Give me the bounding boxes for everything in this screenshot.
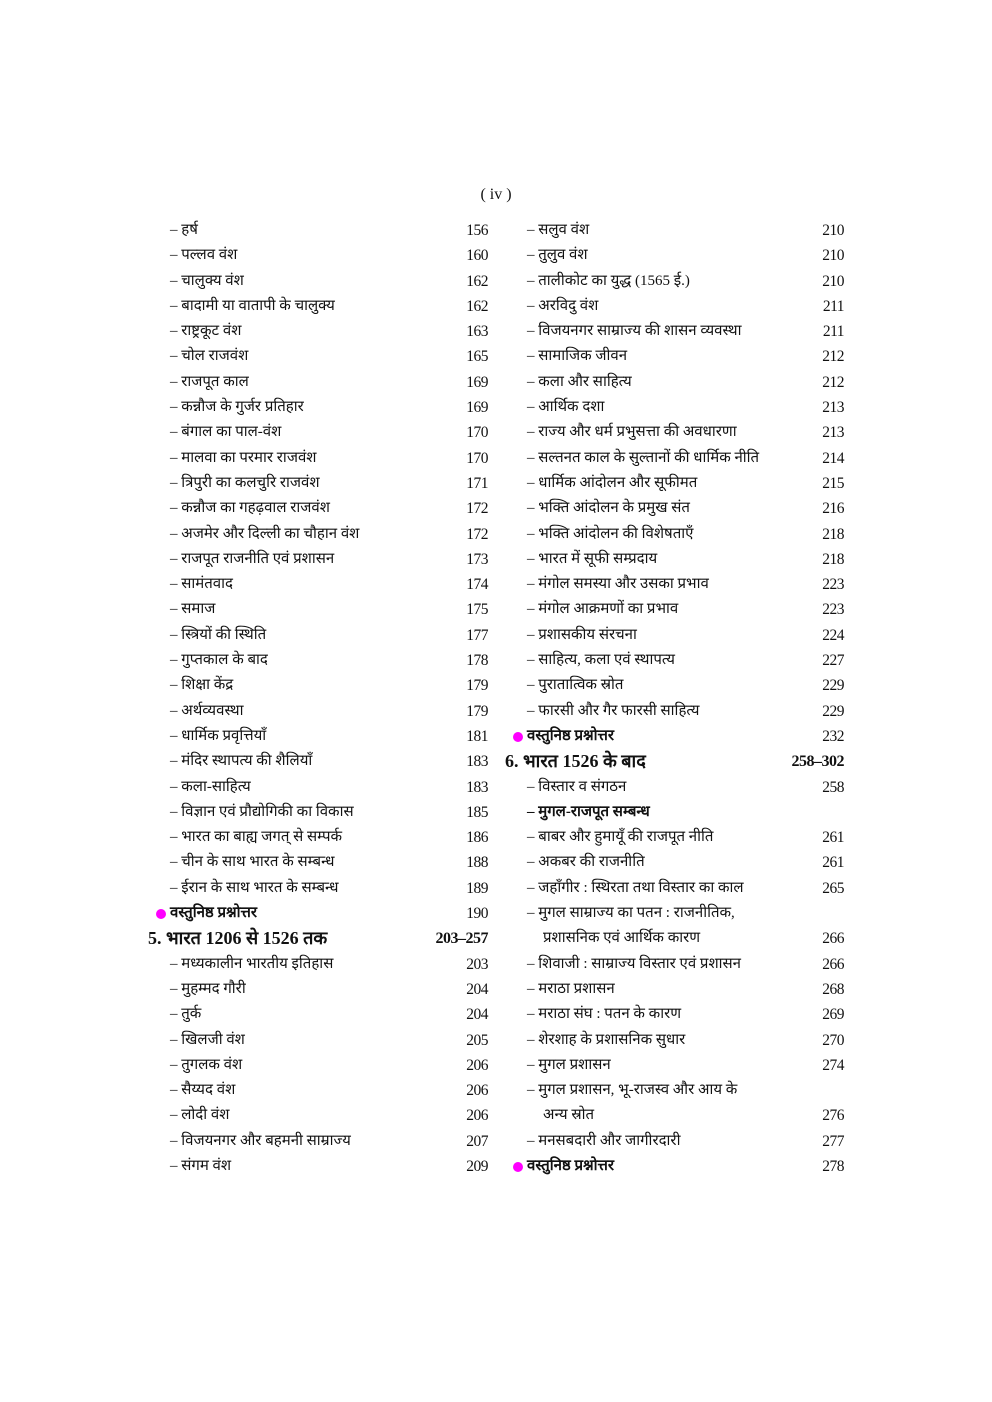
entry-page: 211: [822, 323, 844, 341]
entry-title: – मध्यकालीन भारतीय इतिहास: [170, 955, 334, 972]
toc-entry: [148, 901, 488, 926]
toc-entry: [148, 471, 488, 496]
entry-page: 189: [466, 879, 488, 897]
entry-page: 229: [822, 702, 844, 720]
entry-page: 209: [466, 1157, 488, 1175]
entry-title: – सल्तनत काल के सुल्तानों की धार्मिक नीति: [527, 449, 760, 466]
toc-left-column: [148, 218, 488, 1179]
entry-page: 207: [466, 1132, 488, 1150]
entry-title: – साहित्य, कला एवं स्थापत्य: [527, 652, 675, 669]
entry-page: 210: [822, 222, 844, 239]
entry-page: 165: [466, 348, 488, 366]
entry-page: 179: [466, 677, 488, 695]
entry-title: – अजमेर और दिल्ली का चौहान वंश: [170, 525, 360, 542]
entry-page: 215: [822, 474, 844, 492]
entry-title-text: वस्तुनिष्ठ प्रश्नोत्तर: [527, 1157, 615, 1174]
toc-entry: [505, 1053, 844, 1078]
bullet-icon: [513, 1162, 523, 1172]
toc-entry: [148, 800, 488, 825]
entry-title: – राजपूत काल: [170, 373, 249, 390]
toc-entry: [505, 901, 844, 926]
entry-title: – बादामी या वातापी के चालुक्य: [170, 297, 335, 314]
toc-entry: [505, 344, 844, 369]
entry-title: – मुगल साम्राज्य का पतन : राजनीतिक,: [527, 905, 735, 922]
entry-title-text: वस्तुनिष्ठ प्रश्नोत्तर: [170, 905, 258, 922]
entry-page: 183: [466, 753, 488, 771]
entry-title: – विजयनगर साम्राज्य की शासन व्यवस्था: [527, 323, 742, 340]
entry-title: – प्रशासकीय संरचना: [527, 626, 637, 643]
toc-entry: [505, 420, 844, 445]
entry-title: – भारत में सूफी सम्प्रदाय: [527, 550, 658, 567]
entry-page: 171: [466, 474, 488, 492]
toc-entry: [505, 1078, 844, 1103]
entry-title: – फारसी और गैर फारसी साहित्य: [527, 702, 700, 719]
entry-title: – शेरशाह के प्रशासनिक सुधार: [527, 1031, 686, 1048]
entry-page: 212: [822, 373, 844, 391]
entry-title: – बाबर और हुमायूँ की राजपूत नीति: [527, 829, 714, 846]
entry-title: – लोदी वंश: [170, 1107, 230, 1124]
entry-title: – मनसबदारी और जागीरदारी: [527, 1132, 681, 1149]
toc-entry: [148, 446, 488, 471]
toc-entry: [505, 926, 844, 951]
toc-entry: [505, 623, 844, 648]
entry-page: 212: [822, 348, 844, 366]
entry-title: – तालीकोट का युद्ध (1565 ई.): [527, 272, 690, 289]
entry-page: 224: [822, 626, 844, 644]
toc-entry: [148, 572, 488, 597]
toc-entry: [148, 1002, 488, 1027]
chapter-heading: [148, 926, 488, 951]
toc-entry: [148, 673, 488, 698]
toc-entry: [148, 952, 488, 977]
entry-title: – कला और साहित्य: [527, 373, 632, 390]
entry-page: 172: [466, 500, 488, 518]
toc-entry: [148, 370, 488, 395]
entry-page: 204: [466, 1006, 488, 1024]
toc-entry: [505, 471, 844, 496]
entry-page: 183: [466, 778, 488, 796]
entry-page: 169: [466, 373, 488, 391]
toc-entry: [505, 446, 844, 471]
entry-title: – स्त्रियों की स्थिति: [170, 626, 267, 643]
toc-right-column: [505, 218, 844, 1179]
entry-page: 160: [466, 247, 488, 265]
entry-page: 162: [466, 272, 488, 290]
entry-title: – भारत का बाह्य जगत् से सम्पर्क: [170, 829, 343, 846]
entry-page: 172: [466, 525, 488, 543]
entry-title: – कन्नौज के गुर्जर प्रतिहार: [170, 399, 304, 416]
entry-page: 163: [466, 323, 488, 341]
entry-title: प्रशासनिक एवं आर्थिक कारण: [543, 930, 701, 947]
entry-title: 5. भारत 1206 से 1526 तक: [148, 928, 328, 949]
entry-page: 170: [466, 424, 488, 442]
toc-entry: [148, 1154, 488, 1179]
entry-title: – मंदिर स्थापत्य की शैलियाँ: [170, 753, 313, 770]
toc-entry: [148, 1053, 488, 1078]
entry-page: 185: [466, 803, 488, 821]
toc-entry: [505, 218, 844, 243]
entry-title: – मराठा संघ : पतन के कारण: [527, 1006, 682, 1023]
entry-page: 223: [822, 576, 844, 594]
toc-entry: [148, 243, 488, 268]
entry-title: – पुरातात्विक स्रोत: [527, 677, 624, 694]
toc-entry: [148, 1129, 488, 1154]
entry-title: – सामाजिक जीवन: [527, 348, 628, 365]
entry-title: – भक्ति आंदोलन की विशेषताएँ: [527, 525, 694, 542]
entry-title: – समाज: [170, 601, 216, 618]
toc-entry: [148, 395, 488, 420]
entry-page: 211: [822, 297, 844, 315]
entry-page: 268: [822, 980, 844, 998]
toc-entry: [148, 699, 488, 724]
toc-entry: [505, 243, 844, 268]
entry-page: 213: [822, 424, 844, 442]
toc-entry: [505, 876, 844, 901]
entry-title: [148, 901, 257, 926]
entry-title: – कन्नौज का गहढ़वाल राजवंश: [170, 500, 330, 517]
entry-page: 227: [822, 652, 844, 670]
entry-title: – राष्ट्रकूट वंश: [170, 323, 242, 340]
entry-title: – राजपूत राजनीति एवं प्रशासन: [170, 550, 335, 567]
entry-page: 170: [466, 449, 488, 467]
toc-entry: [505, 597, 844, 622]
toc-entry: [148, 850, 488, 875]
entry-page: 216: [822, 500, 844, 518]
entry-title: – मुहम्मद गौरी: [170, 980, 246, 997]
entry-page: 269: [822, 1006, 844, 1024]
entry-page: 266: [822, 930, 844, 948]
toc-entry: [148, 420, 488, 445]
entry-title: – हर्ष: [170, 222, 198, 238]
entry-title: – तुलुव वंश: [527, 247, 588, 264]
entry-page: 213: [822, 399, 844, 417]
toc-entry: [505, 319, 844, 344]
toc-entry: [148, 876, 488, 901]
entry-title: – शिक्षा केंद्र: [170, 677, 234, 694]
entry-title: – मंगोल समस्या और उसका प्रभाव: [527, 576, 709, 593]
entry-page: 218: [822, 525, 844, 543]
entry-page: 210: [822, 272, 844, 290]
entry-title: – आर्थिक दशा: [527, 399, 605, 416]
toc-entry: [505, 825, 844, 850]
toc-entry: [505, 370, 844, 395]
entry-title: – गुप्तकाल के बाद: [170, 652, 268, 669]
toc-entry: [505, 724, 844, 749]
entry-page: 278: [822, 1157, 844, 1175]
toc-entry: [505, 775, 844, 800]
entry-title: – खिलजी वंश: [170, 1031, 245, 1048]
entry-title: – शिवाजी : साम्राज्य विस्तार एवं प्रशासन: [527, 955, 742, 972]
toc-entry: [505, 1028, 844, 1053]
entry-title: – सैय्यद वंश: [170, 1082, 236, 1099]
entry-page: 181: [466, 727, 488, 745]
entry-title: – सलुव वंश: [527, 222, 590, 238]
toc-entry: [148, 724, 488, 749]
entry-page: 276: [822, 1107, 844, 1125]
toc-entry: [148, 547, 488, 572]
toc-entry: [505, 395, 844, 420]
entry-page: 186: [466, 829, 488, 847]
entry-page: 190: [466, 905, 488, 923]
entry-page: 203: [466, 955, 488, 973]
entry-page: 270: [822, 1031, 844, 1049]
toc-entry: [505, 1002, 844, 1027]
entry-page: 203–257: [435, 930, 488, 948]
entry-title: [505, 724, 614, 749]
toc-entry: [148, 522, 488, 547]
entry-title: – चीन के साथ भारत के सम्बन्ध: [170, 854, 335, 871]
toc-entry: [148, 775, 488, 800]
toc-entry: [505, 1154, 844, 1179]
toc-entry: [505, 800, 844, 825]
toc-entry: [505, 673, 844, 698]
entry-page: 177: [466, 626, 488, 644]
entry-title: – मालवा का परमार राजवंश: [170, 449, 317, 466]
toc-entry: [505, 496, 844, 521]
toc-entry: [148, 319, 488, 344]
entry-title-text: वस्तुनिष्ठ प्रश्नोत्तर: [527, 727, 615, 744]
entry-title: 6. भारत 1526 के बाद: [505, 751, 646, 772]
entry-title: – मुगल-राजपूत सम्बन्ध: [527, 803, 650, 820]
entry-title: – कला-साहित्य: [170, 778, 251, 795]
toc-entry: [148, 496, 488, 521]
entry-title: – मुगल प्रशासन, भू-राजस्व और आय के: [527, 1082, 738, 1099]
entry-page: 175: [466, 601, 488, 619]
entry-page: 265: [822, 879, 844, 897]
toc-entry: [148, 977, 488, 1002]
entry-page: 223: [822, 601, 844, 619]
entry-page: 206: [466, 1082, 488, 1100]
entry-title: – चालुक्य वंश: [170, 272, 244, 289]
entry-page: 229: [822, 677, 844, 695]
entry-page: 173: [466, 550, 488, 568]
bullet-icon: [513, 732, 523, 742]
entry-page: 277: [822, 1132, 844, 1150]
entry-title: – मंगोल आक्रमणों का प्रभाव: [527, 601, 679, 618]
toc-entry: [505, 952, 844, 977]
toc-entry: [505, 547, 844, 572]
toc-entry: [148, 623, 488, 648]
entry-title: – राज्य और धर्म प्रभुसत्ता की अवधारणा: [527, 424, 737, 441]
toc-entry: [505, 699, 844, 724]
entry-page: 210: [822, 247, 844, 265]
entry-title: – अर्थव्यवस्था: [170, 702, 244, 719]
entry-title: – धार्मिक आंदोलन और सूफीमत: [527, 474, 698, 491]
entry-title: – विजयनगर और बहमनी साम्राज्य: [170, 1132, 351, 1149]
page-number: ( iv ): [480, 186, 512, 203]
entry-title: – संगम वंश: [170, 1157, 232, 1174]
entry-page: 258–302: [791, 753, 844, 771]
entry-title: – धार्मिक प्रवृत्तियाँ: [170, 727, 267, 744]
entry-title: अन्य स्रोत: [543, 1107, 595, 1124]
chapter-heading: [505, 749, 844, 774]
entry-page: 156: [466, 222, 488, 239]
toc-entry: [505, 269, 844, 294]
entry-page: 258: [822, 778, 844, 796]
entry-page: 205: [466, 1031, 488, 1049]
entry-title: – तुर्क: [170, 1006, 202, 1023]
entry-page: 204: [466, 980, 488, 998]
entry-title: – अकबर की राजनीति: [527, 854, 645, 871]
entry-title: – मुगल प्रशासन: [527, 1056, 611, 1073]
toc-entry: [148, 1103, 488, 1128]
entry-page: 261: [822, 854, 844, 872]
toc-entry: [148, 294, 488, 319]
entry-title: – बंगाल का पाल-वंश: [170, 424, 282, 441]
toc-entry: [505, 572, 844, 597]
entry-title: – अरविदु वंश: [527, 297, 599, 314]
entry-page: 232: [822, 727, 844, 745]
entry-page: 218: [822, 550, 844, 568]
entry-page: 214: [822, 449, 844, 467]
entry-title: – पल्लव वंश: [170, 247, 238, 264]
toc-entry: [505, 522, 844, 547]
entry-page: 179: [466, 702, 488, 720]
entry-title: – विज्ञान एवं प्रौद्योगिकी का विकास: [170, 803, 354, 820]
entry-title: – ईरान के साथ भारत के सम्बन्ध: [170, 879, 339, 896]
entry-page: 178: [466, 652, 488, 670]
toc-entry: [505, 1103, 844, 1128]
toc-entry: [148, 1028, 488, 1053]
entry-title: – त्रिपुरी का कलचुरि राजवंश: [170, 474, 320, 491]
entry-title: – तुगलक वंश: [170, 1056, 243, 1073]
toc-entry: [505, 1129, 844, 1154]
toc-entry: [505, 294, 844, 319]
toc-entry: [148, 597, 488, 622]
entry-title: – सामंतवाद: [170, 576, 233, 593]
toc-entry: [505, 850, 844, 875]
entry-page: 274: [822, 1056, 844, 1074]
bullet-icon: [156, 909, 166, 919]
entry-title: – जहाँगीर : स्थिरता तथा विस्तार का काल: [527, 879, 744, 896]
entry-page: 261: [822, 829, 844, 847]
toc-entry: [148, 749, 488, 774]
toc-entry: [148, 1078, 488, 1103]
entry-title: – चोल राजवंश: [170, 348, 249, 365]
entry-page: 266: [822, 955, 844, 973]
entry-title: – मराठा प्रशासन: [527, 980, 615, 997]
entry-title: – विस्तार व संगठन: [527, 778, 627, 795]
entry-page: 206: [466, 1107, 488, 1125]
toc-entry: [505, 648, 844, 673]
toc-entry: [505, 977, 844, 1002]
entry-title: – भक्ति आंदोलन के प्रमुख संत: [527, 500, 690, 517]
toc-entry: [148, 344, 488, 369]
toc-entry: [148, 825, 488, 850]
toc-entry: [148, 269, 488, 294]
toc-entry: [148, 648, 488, 673]
entry-page: 162: [466, 297, 488, 315]
entry-page: 174: [466, 576, 488, 594]
entry-page: 169: [466, 399, 488, 417]
entry-title: [505, 1154, 614, 1179]
toc-entry: [148, 218, 488, 243]
entry-page: 188: [466, 854, 488, 872]
entry-page: 206: [466, 1056, 488, 1074]
